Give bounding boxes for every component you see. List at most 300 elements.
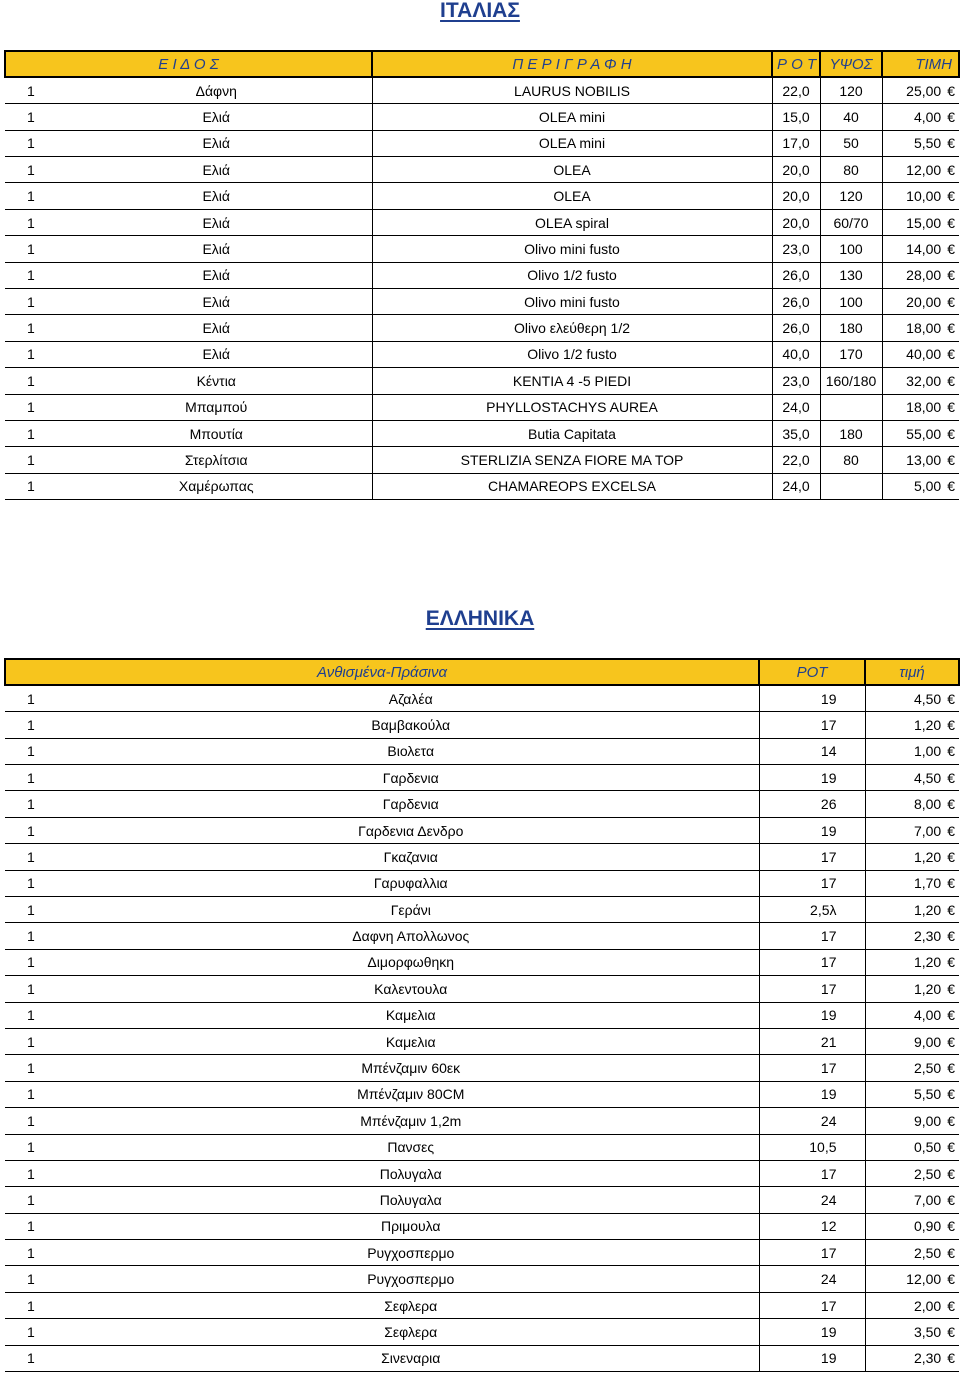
euro-symbol: € [947,1007,955,1024]
price-value: 18,00 [906,399,942,416]
table-row [5,685,959,711]
qty: 1 [27,716,35,733]
item-name: Γαρυφαλλια [373,875,448,892]
price-cell [882,183,959,209]
table-row [5,1319,959,1345]
table-row [5,1187,959,1213]
qty: 1 [27,161,35,178]
description-cell: OLEA spiral [372,209,772,235]
item-name: Βιολετα [387,743,435,760]
description-cell: CHAMAREOPS EXCELSA [372,473,772,499]
item-name: Βαμβακούλα [371,716,451,733]
table-row [5,1240,959,1266]
price-cell [865,712,959,738]
qty: 1 [27,928,35,945]
description-cell: LAURUS NOBILIS [372,77,772,103]
price-cell [865,897,959,923]
item-cell [5,1108,759,1134]
item-name: Καλεντουλα [374,980,448,997]
item-name: Ελιά [202,188,231,205]
height-cell: 50 [820,130,882,156]
price-cell [865,1240,959,1266]
price-value: 32,00 [906,372,942,389]
price-value: 25,00 [906,82,942,99]
item-cell [5,712,759,738]
price-value: 1,20 [913,848,942,865]
price-value: 55,00 [906,425,942,442]
item-cell [5,1081,759,1107]
price-cell [865,1028,959,1054]
description-cell: OLEA mini [372,104,772,130]
item-name: Σινεναρια [381,1350,441,1367]
header-item-label: Ανθισμένα-Πράσινα [316,663,448,681]
price-value: 4,00 [913,1007,942,1024]
euro-symbol: € [947,82,955,99]
pot-cell: 17 [759,1055,865,1081]
euro-symbol: € [947,372,955,389]
qty: 1 [27,1218,35,1235]
table-row [5,817,959,843]
euro-symbol: € [947,161,955,178]
description-cell: Butia Capitata [372,420,772,446]
table-row [5,897,959,923]
table-row [5,949,959,975]
item-name: Καμελια [385,1033,436,1050]
item-cell [5,1319,759,1345]
table-row [5,791,959,817]
qty: 1 [27,452,35,469]
description-cell: OLEA [372,157,772,183]
euro-symbol: € [947,1271,955,1288]
euro-symbol: € [947,135,955,152]
qty: 1 [27,188,35,205]
euro-symbol: € [947,214,955,231]
price-value: 2,00 [913,1297,942,1314]
item-cell [5,104,372,130]
table-row [5,923,959,949]
qty: 1 [27,822,35,839]
price-cell [882,130,959,156]
item-name: Πολυγαλα [379,1165,442,1182]
table-row [5,1292,959,1318]
height-cell: 160/180 [820,368,882,394]
header-price: τιμή [865,659,959,685]
pot-cell: 15,0 [772,104,820,130]
header-pot: Ρ Ο Τ [772,51,820,77]
table-row [5,1266,959,1292]
description-cell: OLEA mini [372,130,772,156]
item-cell [5,1055,759,1081]
qty: 1 [27,769,35,786]
euro-symbol: € [947,425,955,442]
pot-cell: 19 [759,817,865,843]
price-value: 5,00 [913,478,942,495]
price-cell [882,315,959,341]
item-name: Ελιά [202,293,231,310]
euro-symbol: € [947,240,955,257]
table-row [5,420,959,446]
qty: 1 [27,875,35,892]
item-cell [5,1002,759,1028]
pot-cell: 10,5 [759,1134,865,1160]
price-cell [865,1081,959,1107]
price-value: 12,00 [906,161,942,178]
price-cell [882,368,959,394]
euro-symbol: € [947,980,955,997]
euro-symbol: € [947,108,955,125]
pot-cell: 17 [759,1240,865,1266]
height-cell: 40 [820,104,882,130]
euro-symbol: € [947,188,955,205]
pot-cell: 23,0 [772,236,820,262]
price-value: 20,00 [906,293,942,310]
table-row [5,738,959,764]
pot-cell: 40,0 [772,341,820,367]
pot-cell: 17 [759,844,865,870]
price-value: 1,00 [913,743,942,760]
euro-symbol: € [947,796,955,813]
header-item: Ε Ι Δ Ο Σ [5,51,372,77]
price-value: 1,20 [913,716,942,733]
item-name: Μπουτία [189,425,243,442]
price-cell [865,1266,959,1292]
item-name: Αζαλέα [388,690,433,707]
pot-cell: 17 [759,949,865,975]
item-cell [5,77,372,103]
euro-symbol: € [947,1192,955,1208]
description-cell: KENTIA 4 -5 PIEDI [372,368,772,394]
item-cell [5,976,759,1002]
item-cell [5,1266,759,1292]
item-cell [5,1345,759,1371]
greek-price-table [4,658,960,1372]
item-name: Γεράνι [390,901,431,918]
euro-symbol: € [947,478,955,495]
euro-symbol: € [947,875,955,892]
euro-symbol: € [947,1350,955,1367]
price-value: 9,00 [913,1112,942,1129]
item-name: Ρυγχοσπερμο [367,1244,455,1261]
price-cell [865,817,959,843]
height-cell: 170 [820,341,882,367]
item-name: Γαρδενια [382,769,439,786]
header-item [5,659,759,685]
table-row [5,157,959,183]
item-cell [5,1028,759,1054]
euro-symbol: € [947,769,955,786]
item-name: Κέντια [196,372,236,389]
price-value: 40,00 [906,346,942,363]
item-cell [5,1292,759,1318]
height-cell: 60/70 [820,209,882,235]
item-cell [5,791,759,817]
height-cell: 80 [820,447,882,473]
euro-symbol: € [947,743,955,760]
qty: 1 [27,399,35,416]
item-name: Ελιά [202,108,231,125]
item-cell [5,870,759,896]
pot-cell: 19 [759,1319,865,1345]
item-cell [5,844,759,870]
price-value: 28,00 [906,267,942,284]
pot-cell: 26,0 [772,289,820,315]
euro-symbol: € [947,1033,955,1050]
table-row [5,341,959,367]
description-cell: Olivo 1/2 fusto [372,262,772,288]
pot-cell: 17 [759,870,865,896]
item-name: Ελιά [202,214,231,231]
price-cell [865,1187,959,1213]
euro-symbol: € [947,1297,955,1314]
price-value: 1,20 [913,954,942,971]
price-cell [865,791,959,817]
pot-cell: 23,0 [772,368,820,394]
euro-symbol: € [947,690,955,707]
price-cell [882,341,959,367]
item-cell [5,368,372,394]
price-cell [882,447,959,473]
height-cell: 180 [820,420,882,446]
price-value: 1,70 [913,875,942,892]
price-value: 2,30 [913,1350,942,1367]
price-value: 7,00 [913,822,942,839]
item-name: Δαφνη Απολλωνος [352,928,470,945]
item-cell [5,341,372,367]
euro-symbol: € [947,1323,955,1340]
table-row [5,1160,959,1186]
table-row [5,1108,959,1134]
qty: 1 [27,848,35,865]
section-title-greek: ΕΛΛΗΝΙΚΑ [425,607,535,630]
pot-cell: 22,0 [772,447,820,473]
qty: 1 [27,1350,35,1367]
pot-cell: 26,0 [772,262,820,288]
item-name: Στερλίτσια [184,452,248,469]
item-name: Γαρδενια Δενδρο [358,822,464,839]
pot-cell: 19 [759,685,865,711]
price-cell [882,289,959,315]
price-value: 5,50 [913,1086,942,1103]
pot-cell: 26 [759,791,865,817]
item-cell [5,236,372,262]
price-cell [865,1134,959,1160]
qty: 1 [27,425,35,442]
price-value: 0,50 [913,1139,942,1156]
price-cell [865,1108,959,1134]
description-cell: PHYLLOSTACHYS AUREA [372,394,772,420]
item-name: Μπένζαμιν 60εκ [361,1060,461,1077]
qty: 1 [27,1033,35,1050]
item-name: Μπαμπού [185,399,248,416]
pot-cell: 24,0 [772,394,820,420]
qty: 1 [27,240,35,257]
item-cell [5,1213,759,1239]
description-cell: OLEA [372,183,772,209]
pot-cell: 17 [759,976,865,1002]
pot-cell: 20,0 [772,157,820,183]
price-cell [882,104,959,130]
qty: 1 [27,108,35,125]
table-row [5,315,959,341]
qty: 1 [27,82,35,99]
pot-cell: 19 [759,1345,865,1371]
table-row [5,976,959,1002]
price-value: 2,50 [913,1060,942,1077]
italy-price-table [4,50,960,500]
item-cell [5,473,372,499]
height-cell: 120 [820,183,882,209]
item-name: Ελιά [202,267,231,284]
table-row [5,712,959,738]
euro-symbol: € [947,822,955,839]
qty: 1 [27,1192,35,1208]
price-value: 2,50 [913,1165,942,1182]
item-name: Μπένζαμιν 1,2m [360,1112,462,1129]
price-value: 5,50 [913,135,942,152]
table-row [5,1345,959,1371]
item-cell [5,765,759,791]
pot-cell: 24 [759,1187,865,1213]
qty: 1 [27,690,35,707]
height-cell [820,394,882,420]
price-cell [882,209,959,235]
height-cell: 100 [820,289,882,315]
table-row [5,870,959,896]
height-cell: 130 [820,262,882,288]
table-row [5,289,959,315]
pot-cell: 2,5λ [759,897,865,923]
pot-cell: 12 [759,1213,865,1239]
qty: 1 [27,1165,35,1182]
item-name: Ρυγχοσπερμο [367,1271,455,1288]
item-cell [5,817,759,843]
qty: 1 [27,135,35,152]
euro-symbol: € [947,901,955,918]
item-name: Ελιά [202,346,231,363]
item-name: Καμελια [385,1007,436,1024]
qty: 1 [27,980,35,997]
item-cell [5,183,372,209]
price-cell [865,765,959,791]
price-cell [882,473,959,499]
item-cell [5,1240,759,1266]
price-cell [865,1055,959,1081]
table-row [5,77,959,103]
header-price: ΤΙΜΗ [882,51,959,77]
price-cell [865,1160,959,1186]
description-cell: Olivo ελεύθερη 1/2 [372,315,772,341]
item-name: Πανσες [387,1139,435,1156]
section-title-italy: ΙΤΑΛΙΑΣ [440,0,520,22]
qty: 1 [27,1323,35,1340]
qty: 1 [27,954,35,971]
item-name: Πριμουλα [380,1218,441,1235]
price-cell [882,236,959,262]
item-cell [5,289,372,315]
price-cell [865,870,959,896]
item-cell [5,315,372,341]
euro-symbol: € [947,1060,955,1077]
euro-symbol: € [947,928,955,945]
item-name: Δάφνη [195,82,237,99]
item-cell [5,262,372,288]
price-cell [865,844,959,870]
price-value: 15,00 [906,214,942,231]
item-cell [5,447,372,473]
table-row [5,394,959,420]
pot-cell: 17,0 [772,130,820,156]
price-cell [882,77,959,103]
price-value: 13,00 [906,452,942,469]
pot-cell: 20,0 [772,209,820,235]
price-cell [865,1345,959,1371]
euro-symbol: € [947,1218,955,1235]
euro-symbol: € [947,293,955,310]
table-row [5,1134,959,1160]
item-cell [5,949,759,975]
item-cell [5,738,759,764]
italy-header-row [5,51,959,77]
item-cell [5,1187,759,1213]
price-value: 7,00 [913,1192,942,1208]
item-name: Γαρδενια [382,796,439,813]
pot-cell: 19 [759,765,865,791]
price-cell [865,685,959,711]
price-value: 4,50 [913,769,942,786]
height-cell: 80 [820,157,882,183]
euro-symbol: € [947,399,955,416]
header-description: Π Ε Ρ Ι Γ Ρ Α Φ Η [372,51,772,77]
euro-symbol: € [947,716,955,733]
greek-header-row [5,659,959,685]
euro-symbol: € [947,320,955,337]
table-row [5,104,959,130]
price-value: 12,00 [906,1271,942,1288]
pot-cell: 24 [759,1108,865,1134]
price-cell [882,394,959,420]
price-value: 0,90 [913,1218,942,1235]
pot-cell: 17 [759,923,865,949]
qty: 1 [27,1271,35,1288]
item-cell [5,157,372,183]
pot-cell: 19 [759,1002,865,1028]
price-cell [865,976,959,1002]
qty: 1 [27,743,35,760]
item-cell [5,130,372,156]
price-value: 18,00 [906,320,942,337]
euro-symbol: € [947,1086,955,1103]
description-cell: Olivo mini fusto [372,289,772,315]
table-row [5,447,959,473]
pot-cell: 24 [759,1266,865,1292]
table-row [5,1028,959,1054]
item-cell [5,923,759,949]
pot-cell: 17 [759,1292,865,1318]
qty: 1 [27,320,35,337]
price-value: 4,50 [913,690,942,707]
description-cell: STERLIZIA SENZA FIORE MA TOP [372,447,772,473]
pot-cell: 21 [759,1028,865,1054]
item-cell [5,1160,759,1186]
euro-symbol: € [947,1244,955,1261]
price-value: 2,50 [913,1244,942,1261]
header-pot: ΡΟΤ [759,659,865,685]
pot-cell: 17 [759,1160,865,1186]
qty: 1 [27,901,35,918]
pot-cell: 20,0 [772,183,820,209]
height-cell [820,473,882,499]
height-cell: 120 [820,77,882,103]
